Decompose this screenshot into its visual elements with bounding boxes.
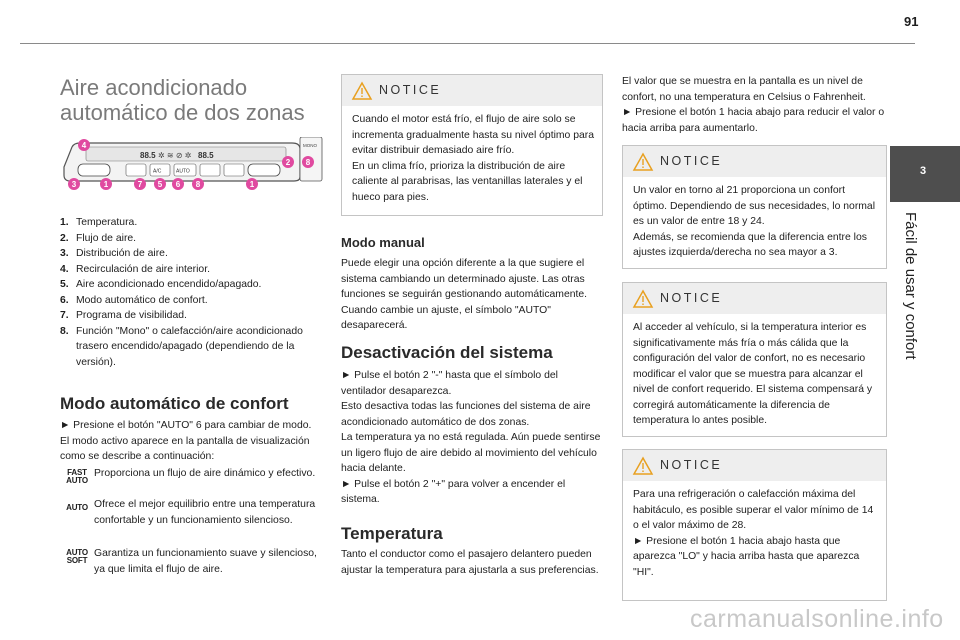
warning-icon (632, 456, 654, 476)
heading-desactivacion: Desactivación del sistema (341, 343, 553, 362)
heading-temperatura: Temperatura (341, 524, 443, 543)
climate-control-panel (60, 137, 324, 193)
mode-fast-auto: FAST AUTO Proporciona un flujo de aire dinámico y efectivo. (60, 466, 322, 485)
legend-item: 4. Recirculación de aire interior. (60, 263, 210, 275)
temp-left-rocker (78, 164, 110, 176)
notice-header (623, 450, 886, 481)
svg-text:✲ ≋ ⊘ ✲: ✲ ≋ ⊘ ✲ (158, 151, 192, 160)
watermark: carmanualsonline.info (690, 605, 944, 633)
callout-label: 8 (195, 180, 201, 189)
warning-icon (632, 289, 654, 309)
notice-header (342, 75, 602, 106)
warning-icon (351, 81, 373, 101)
temp-right-display: 88.5 (198, 151, 214, 160)
section-title-line1: Aire acondicionado (60, 75, 248, 100)
legend-item: 3. Distribución de aire. (60, 248, 168, 259)
notice-body: Para una refrigeración o calefacción máxima del habitáculo, es posible superar el valor mínimo de 14 o el valor máximo de 28. ► Presione el botón 1 hacia abajo hasta que aparezca "LO" y hacia arriba hasta que aparezca "HI". (633, 489, 874, 578)
notice-box (622, 145, 887, 269)
notice-box (622, 282, 887, 437)
auto-button-label: AUTO (176, 168, 190, 175)
chapter-title: Fácil de usar y confort (902, 212, 919, 360)
comfort-value-text: El valor que se muestra en la pantalla es un nivel de confort, no una temperatura en Celsius o Fahrenheit. ► Presione el botón 1 hacia abajo para reducir el valor o hacia arriba para aumentarlo. (622, 76, 885, 134)
callout-label: 7 (137, 180, 143, 189)
mode-auto-soft: AUTO SOFT Garantiza un funcionamiento suave y silencioso, ya que limita el flujo de aire. (60, 546, 322, 577)
callout-label: 4 (81, 141, 87, 150)
notice-title: NOTICE (379, 83, 442, 97)
legend-item: 8. Función "Mono" o calefacción/aire acondicionado trasero encendido/apagado (dependiendo de la versión). (60, 325, 303, 368)
callout-label: 1 (249, 180, 255, 189)
notice-box (622, 449, 887, 601)
notice-title: NOTICE (660, 458, 723, 472)
notice-header (623, 146, 886, 177)
notice-header (623, 283, 886, 314)
warning-icon (632, 152, 654, 172)
notice-title: NOTICE (660, 291, 723, 305)
legend-item: 7. Programa de visibilidad. (60, 310, 187, 321)
notice-body: Un valor en torno al 21 proporciona un confort óptimo. Dependiendo de sus necesidades, lo normal es un valor de entre 18 y 24. Además, se recomienda que la diferencia entre los ajustes izquierda/derecha no sea mayor a 3. (633, 185, 876, 258)
mode-auto: AUTO Ofrece el mejor equilibrio entre una temperatura confortable y un funcionamiento silencioso. (60, 497, 322, 528)
callout-label: 5 (157, 180, 163, 189)
temperatura-text: Tanto el conductor como el pasajero delantero pueden ajustar la temperatura para ajustarla a sus preferencias. (341, 549, 599, 576)
notice-box (341, 74, 603, 216)
callout-label: 3 (71, 180, 77, 189)
notice-title: NOTICE (660, 154, 723, 168)
desactivacion-text: ► Pulse el botón 2 "-" hasta que el símbolo del ventilador desaparezca. Esto desactiva todas las funciones del sistema de aire acondicionado automático de dos zonas. La temperatura ya no está regulada. Aún puede sentirse un ligero flujo de aire debido al movimiento del vehículo hacia delante. ► Pulse el botón 2 "+" para volver a encender el sistema. (341, 370, 601, 505)
modo-manual-text: Puede elegir una opción diferente a la que sugiere el sistema cambiando un determinado ajuste. Las otras funciones se seguirán gestionando automáticamente. Cuando cambie un ajuste, el símbolo "AUTO" desaparecerá. (341, 258, 588, 331)
page-number: 91 (904, 14, 919, 29)
temp-right-rocker (248, 164, 280, 176)
legend-item: 2. Flujo de aire. (60, 232, 137, 244)
heading-modo-manual: Modo manual (341, 235, 425, 250)
notice-body: Al acceder al vehículo, si la temperatura interior es significativamente más fría o más cálida que la configuración del valor de confort, no es necesario modificar el valor que se muestra para alcanzar el nivel de confort requerido. El sistema compensará y corregirá automáticamente la diferencia de temperatura lo antes posible. (633, 322, 873, 426)
fast-auto-icon: FAST AUTO (66, 468, 88, 485)
callout-label: 2 (285, 158, 291, 167)
mono-button-label: MONO (303, 143, 317, 148)
auto-icon: AUTO (66, 503, 88, 512)
modo-auto-intro: ► Presione el botón "AUTO" 6 para cambiar de modo. El modo activo aparece en la pantalla de visualización como se describe a continuación: (60, 420, 312, 462)
notice-body: Cuando el motor está frío, el flujo de aire solo se incrementa gradualmente hasta su nivel óptimo para evitar distribuir demasiado aire frío. En un clima frío, prioriza la distribución de aire caliente al parabrisas, las ventanillas laterales y el hueco para pies. (352, 114, 595, 203)
ac-button-label: A/C (153, 168, 162, 175)
chapter-tab-number: 3 (920, 165, 927, 177)
control-legend-list (60, 215, 325, 370)
callout-label: 6 (175, 180, 181, 189)
legend-item: 1. Temperatura. (60, 217, 138, 228)
section-title-line2: automático de dos zonas (60, 100, 305, 125)
temp-left-display: 88.5 (140, 151, 156, 160)
legend-item: 6. Modo automático de confort. (60, 294, 208, 306)
heading-modo-automatico: Modo automático de confort (60, 394, 289, 413)
auto-soft-icon: AUTO SOFT (66, 548, 88, 565)
header-rule (20, 43, 915, 44)
callout-label: 1 (103, 180, 109, 189)
legend-item: 5. Aire acondicionado encendido/apagado. (60, 279, 262, 290)
callout-label: 8 (305, 158, 311, 167)
